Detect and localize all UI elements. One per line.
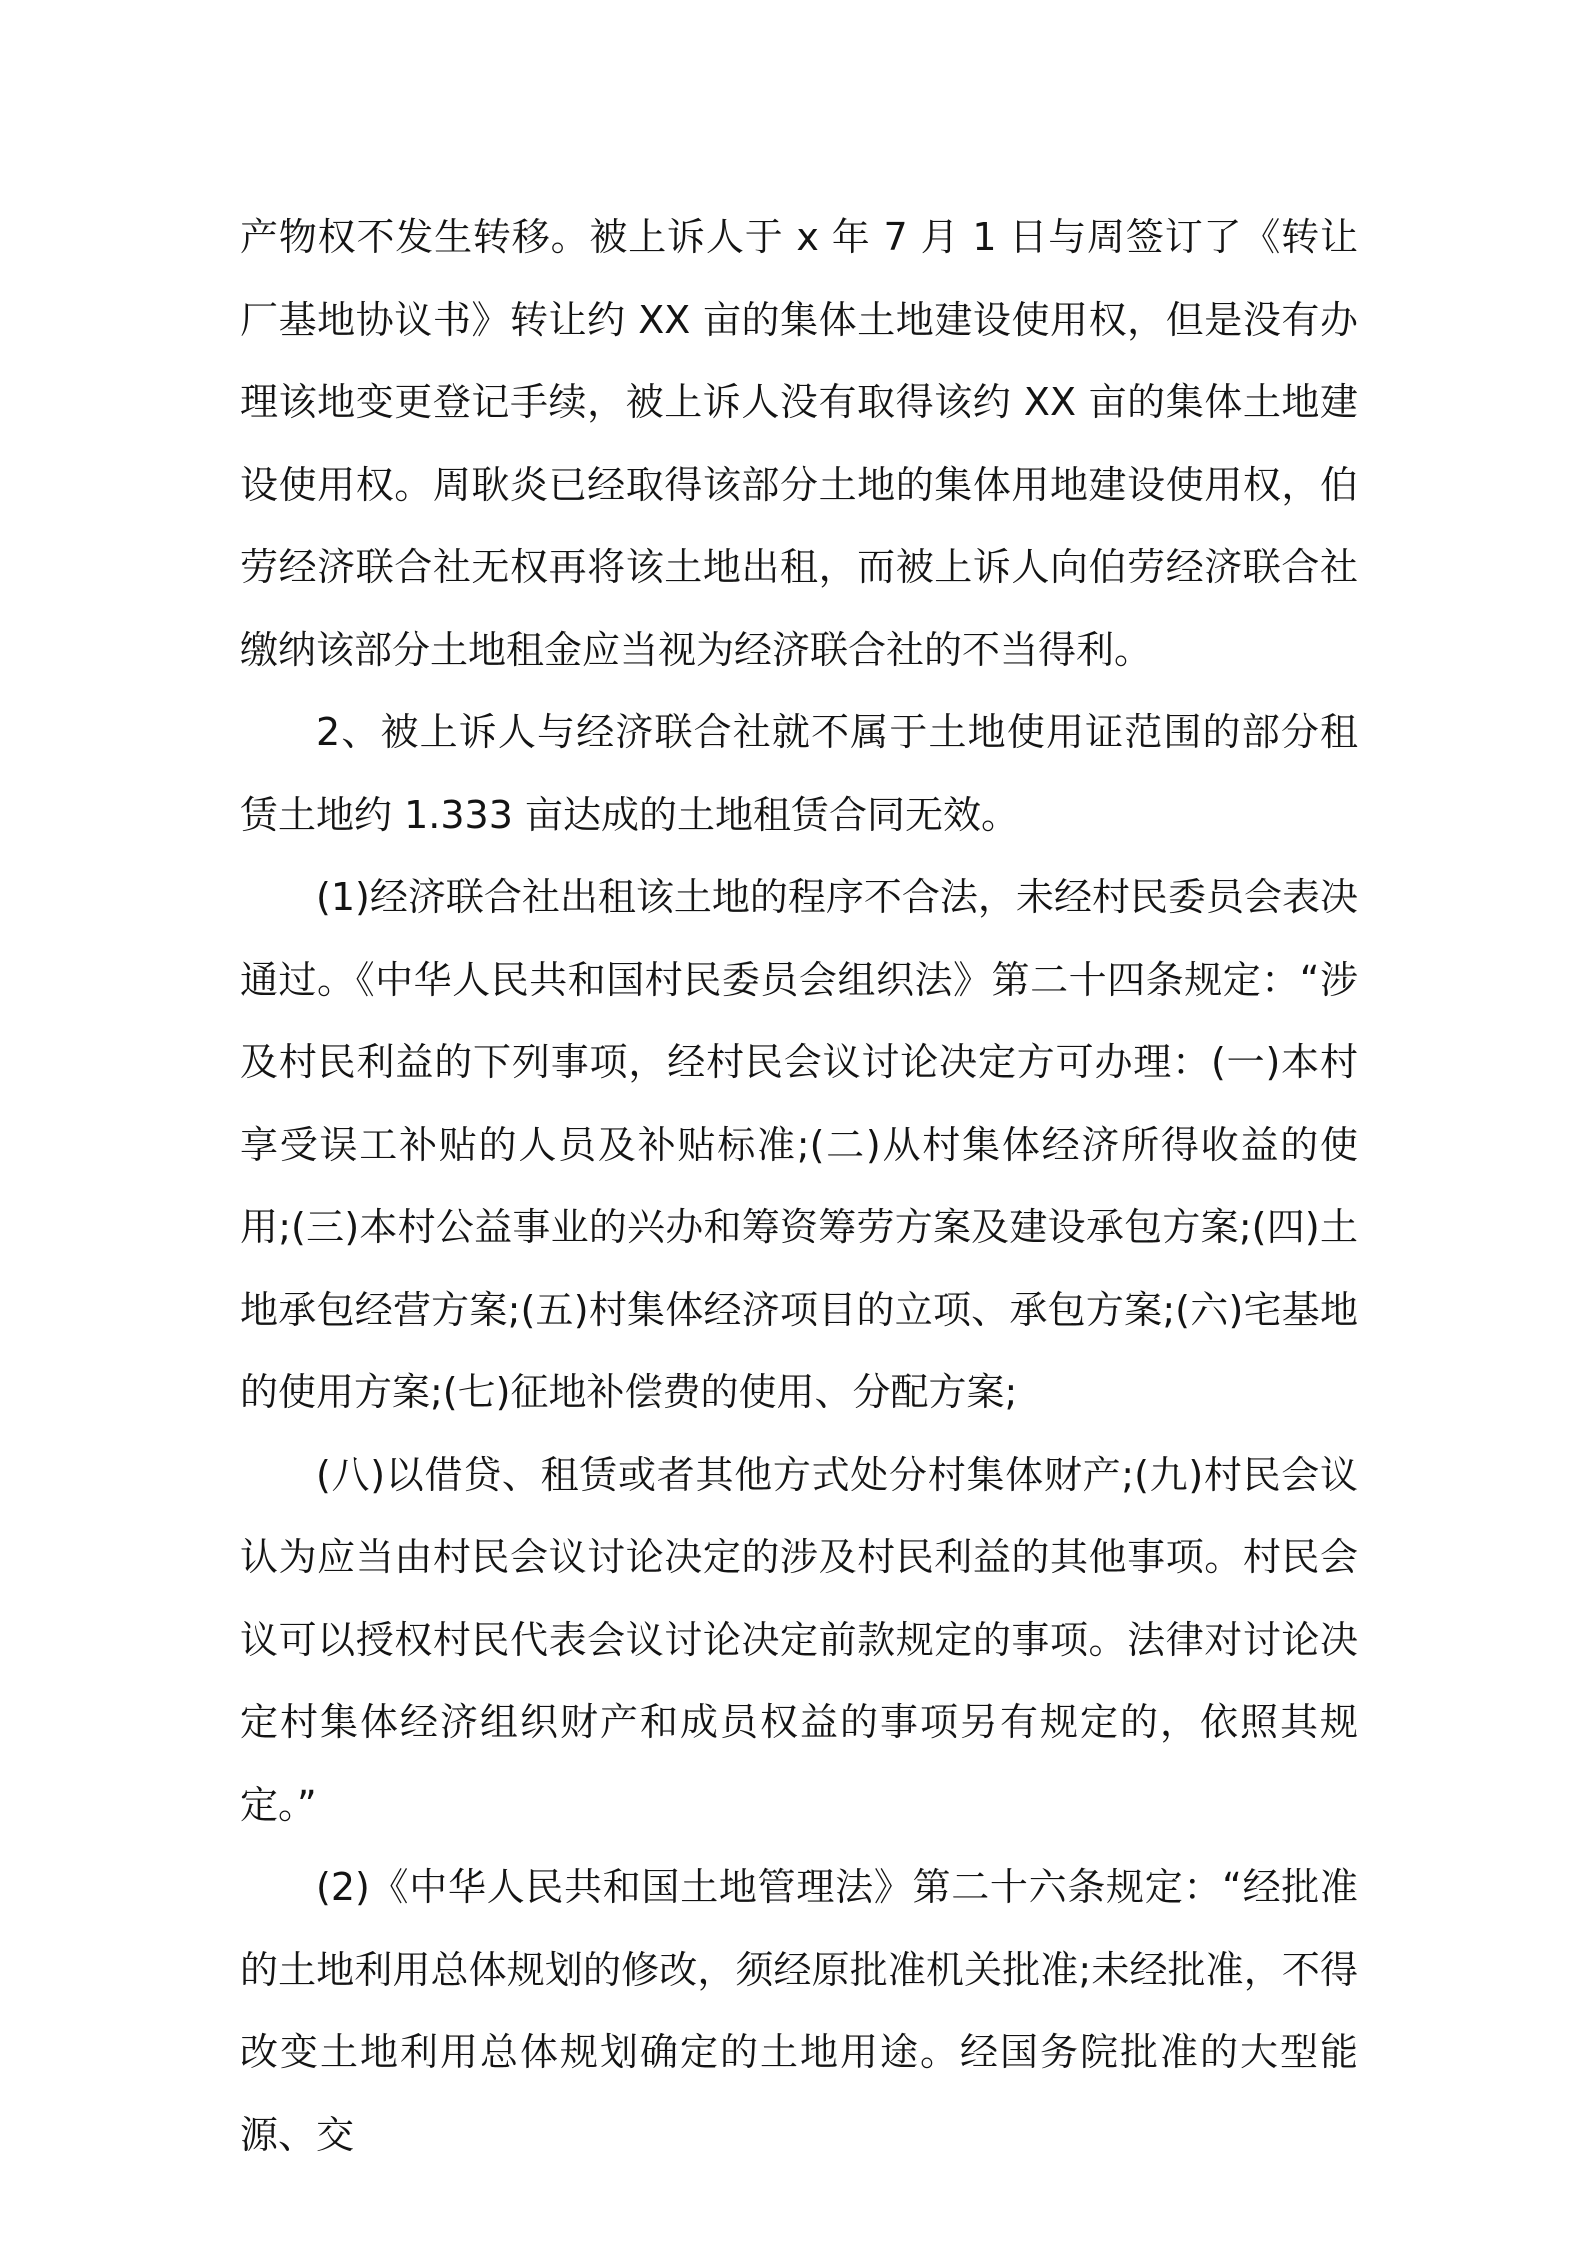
paragraph-5: (2)《中华人民共和国土地管理法》第二十六条规定：“经批准的土地利用总体规划的修改，须经原批准机关批准;未经批准，不得改变土地利用总体规划确定的土地用途。经国务院批准的大型能源、交 [240,1865,1358,2157]
paragraph-4: (八)以借贷、租赁或者其他方式处分村集体财产;(九)村民会议认为应当由村民会议讨论决定的涉及村民利益的其他事项。村民会议可以授权村民代表会议讨论决定前款规定的事项。法律对讨论决定村集体经济组织财产和成员权益的事项另有规定的，依照其规定。” [240,1452,1358,1827]
paragraph-3: (1)经济联合社出租该土地的程序不合法，未经村民委员会表决通过。《中华人民共和国村民委员会组织法》第二十四条规定：“涉及村民利益的下列事项，经村民会议讨论决定方可办理：(一)本村享受误工补贴的人员及补贴标准;(二)从村集体经济所得收益的使用;(三)本村公益事业的兴办和筹资筹劳方案及建设承包方案;(四)土地承包经营方案;(五)村集体经济项目的立项、承包方案;(六)宅基地的使用方案;(七)征地补偿费的使用、分配方案; [240,875,1358,1414]
document-body [240,196,1358,2176]
paragraph-1: 产物权不发生转移。被上诉人于 x 年 7 月 1 日与周签订了《转让厂基地协议书》转让约 XX 亩的集体土地建设使用权，但是没有办理该地变更登记手续，被上诉人没有取得该约 XX 亩的集体土地建设使用权。周耿炎已经取得该部分土地的集体用地建设使用权，伯劳经济联合社无权再将该土地出租，而被上诉人向伯劳经济联合社缴纳该部分土地租金应当视为经济联合社的不当得利。 [240,215,1358,672]
paragraph-2: 2、被上诉人与经济联合社就不属于土地使用证范围的部分租赁土地约 1.333 亩达成的土地租赁合同无效。 [240,710,1358,837]
